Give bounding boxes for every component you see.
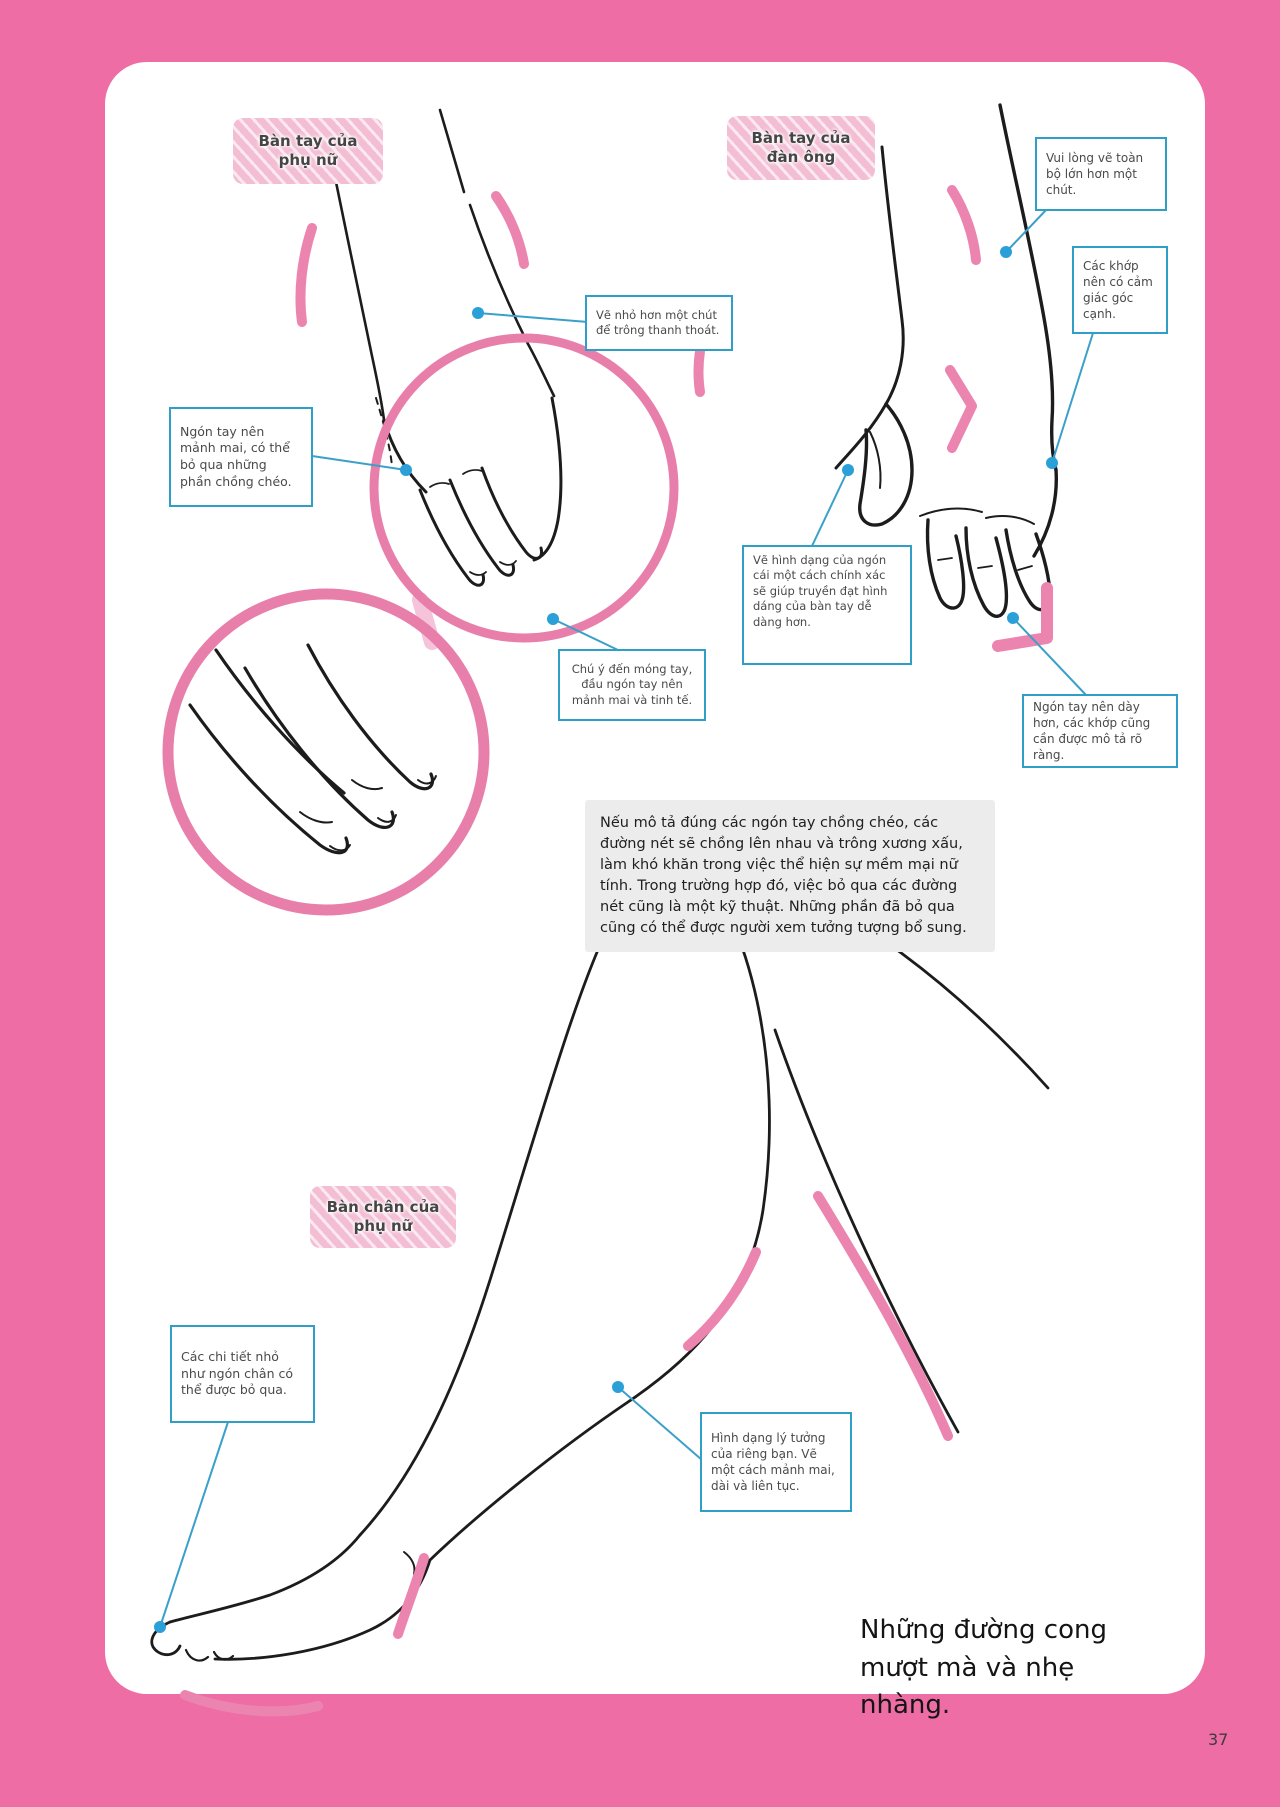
highlight-circle-small xyxy=(374,338,674,638)
callout-omit-toe-details: Các chi tiết nhỏ như ngón chân có thể được bỏ qua. xyxy=(170,1325,315,1423)
callout-ideal-leg-shape: Hình dạng lý tưởng của riêng bạn. Vẽ một cách mảnh mai, dài và liên tục. xyxy=(700,1412,852,1512)
callout-draw-smaller: Vẽ nhỏ hơn một chút để trông thanh thoát. xyxy=(585,295,733,351)
technique-paragraph: Nếu mô tả đúng các ngón tay chồng chéo, các đường nét sẽ chồng lên nhau và trông xương xấu, làm khó khăn trong việc thể hiện sự mềm mại nữ tính. Trong trường hợp đó, việc bỏ qua các đường nét cũng là một kỹ thuật. Những phần đã bỏ qua cũng có thể được người xem tưởng tượng bổ sung. xyxy=(585,800,995,952)
callout-angular-joints: Các khớp nên có cảm giác góc cạnh. xyxy=(1072,246,1168,334)
page-number: 37 xyxy=(1208,1730,1229,1749)
callout-thumb-shape: Vẽ hình dạng của ngón cái một cách chính xác sẽ giúp truyền đạt hình dáng của bàn tay dễ dàng hơn. xyxy=(742,545,912,665)
callout-slender-fingers: Ngón tay nên mảnh mai, có thể bỏ qua những phần chồng chéo. xyxy=(169,407,313,507)
female-leg-drawing xyxy=(152,858,1048,1661)
section-label-female-foot: Bàn chân của phụ nữ xyxy=(310,1186,456,1248)
smooth-curves-note: Những đường cong mượt mà và nhẹ nhàng. xyxy=(860,1615,1107,1721)
male-hand-drawing xyxy=(836,105,1056,616)
section-label-female-hand: Bàn tay của phụ nữ xyxy=(233,118,383,184)
callout-nails-fingertips: Chú ý đến móng tay, đầu ngón tay nên mảnh mai và tinh tế. xyxy=(558,649,706,721)
highlight-circle-large xyxy=(168,594,484,910)
section-label-male-hand: Bàn tay của đàn ông xyxy=(727,116,875,180)
callout-thicker-fingers: Ngón tay nên dày hơn, các khớp cũng cần được mô tả rõ ràng. xyxy=(1022,694,1178,768)
callout-draw-larger: Vui lòng vẽ toàn bộ lớn hơn một chút. xyxy=(1035,137,1167,211)
female-hand-detail-drawing xyxy=(190,645,436,853)
